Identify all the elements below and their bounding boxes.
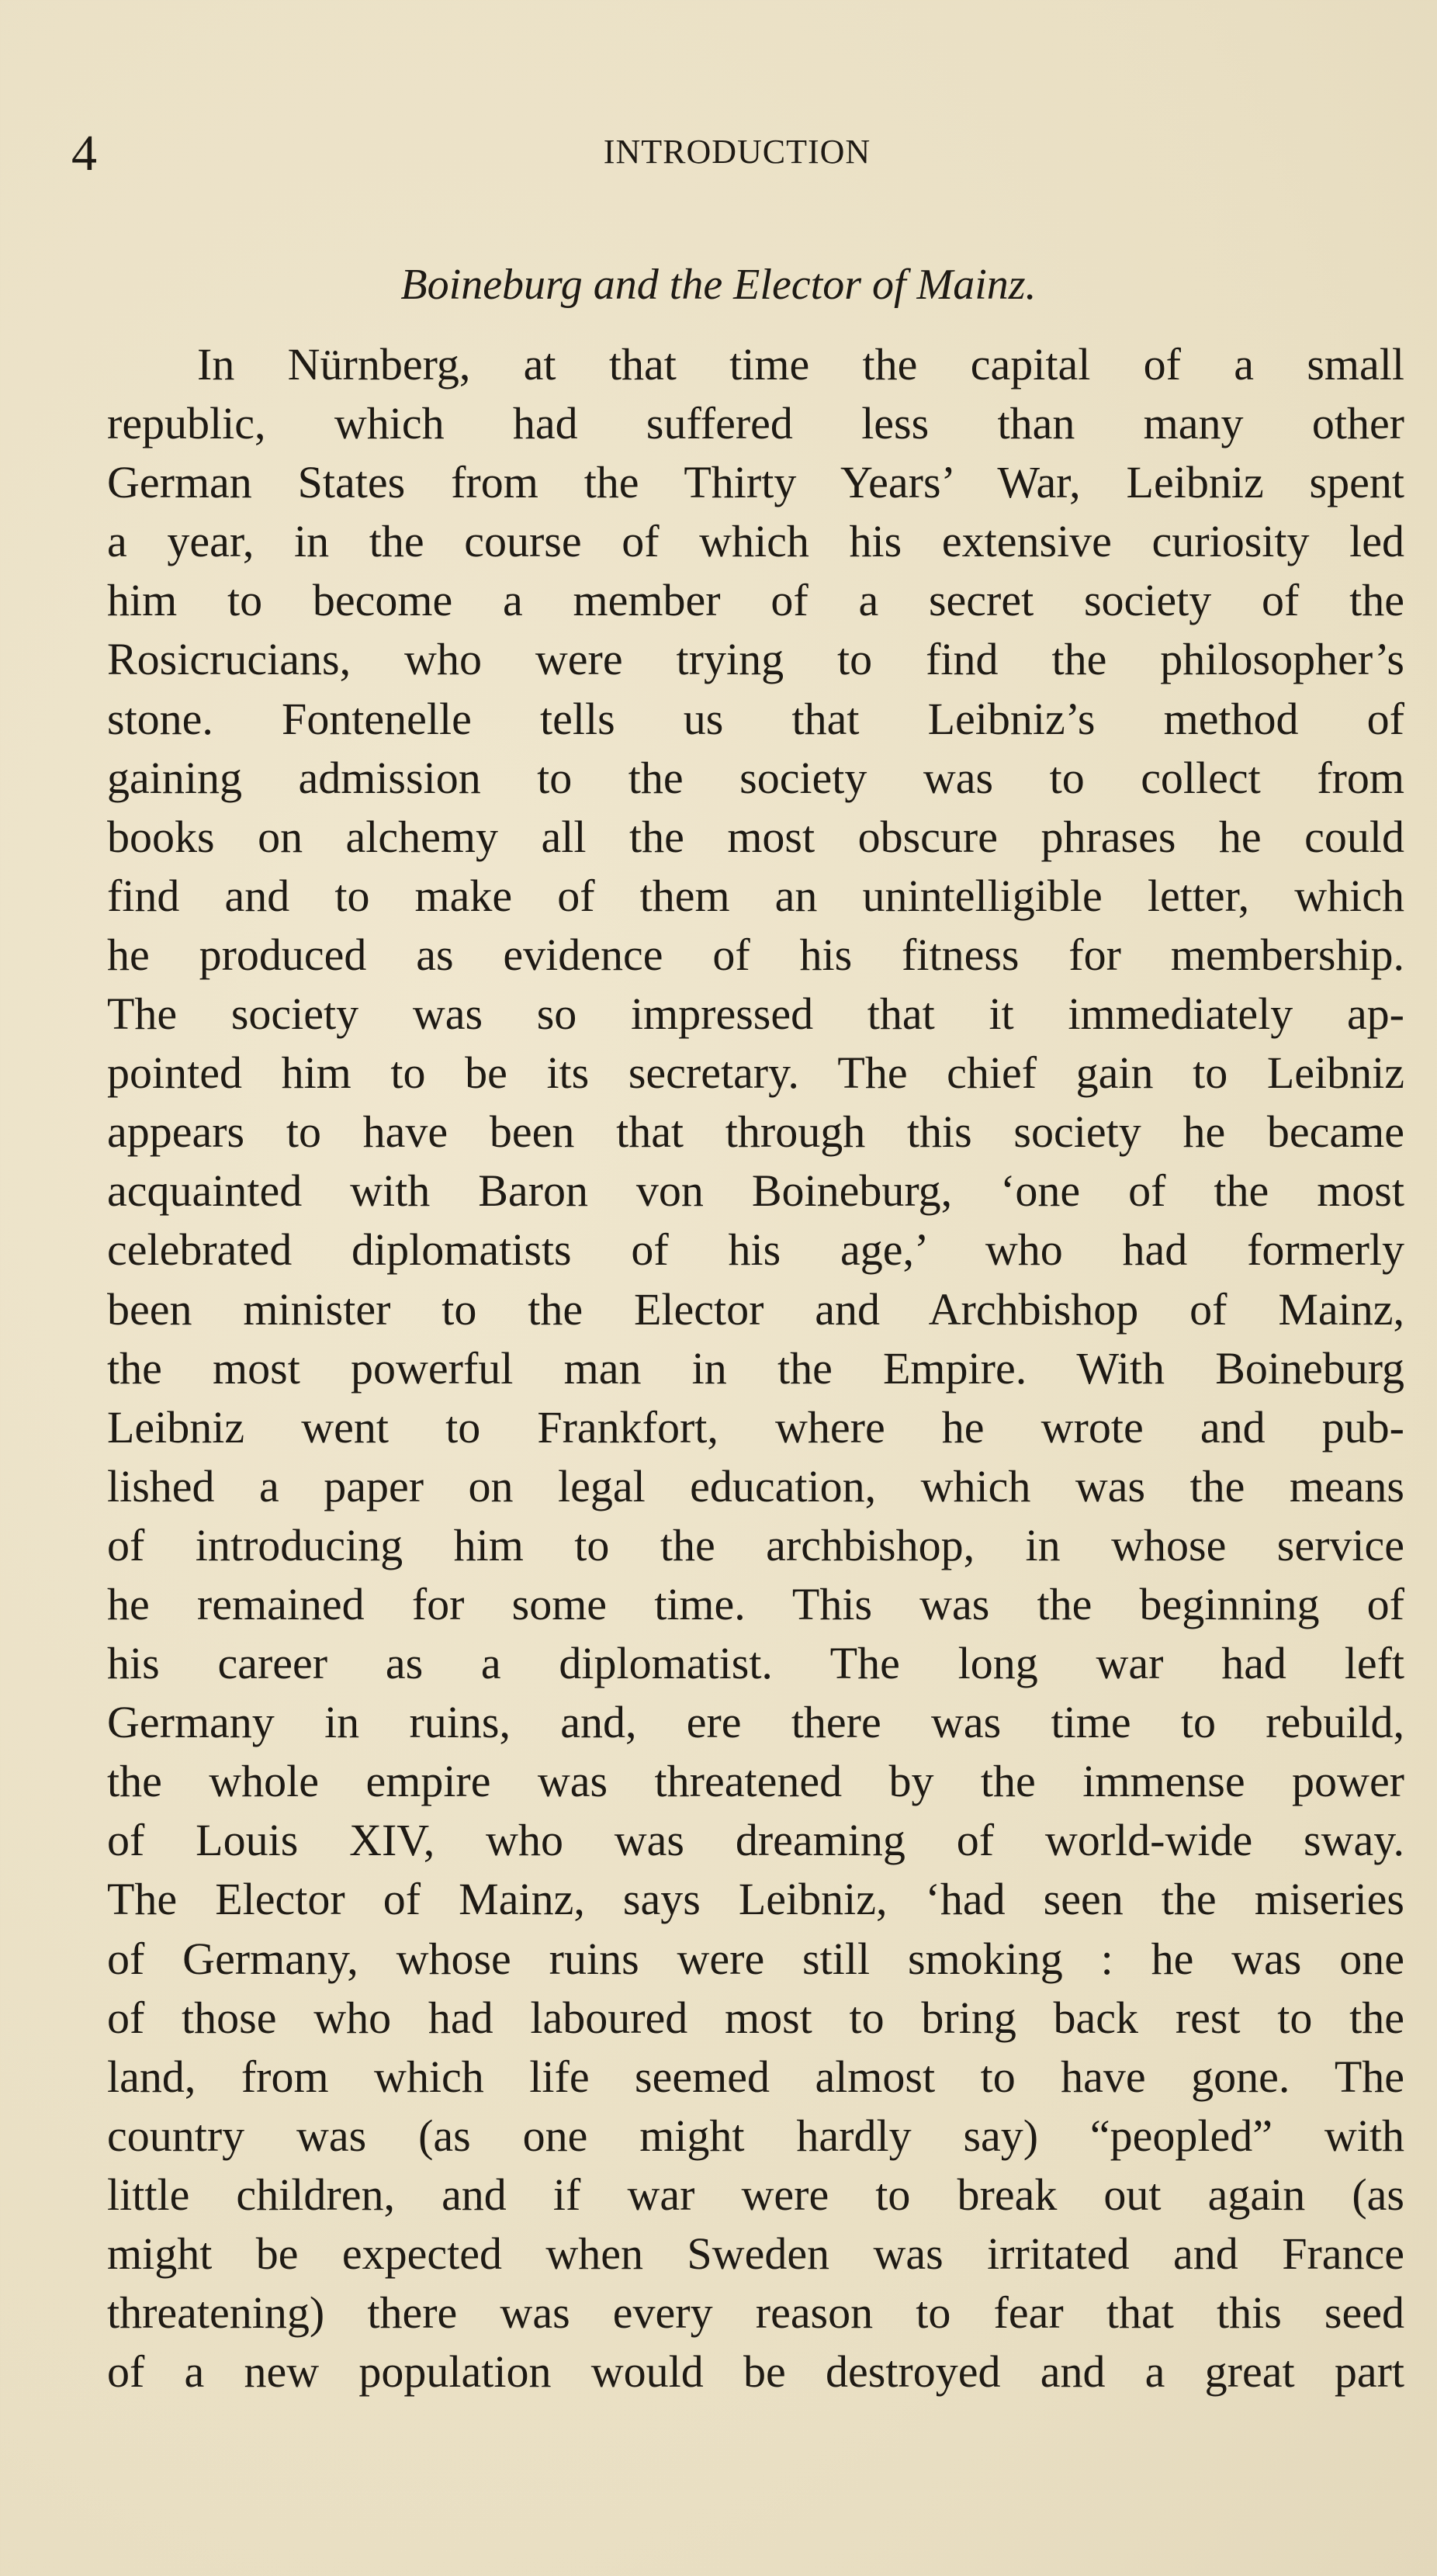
text-line: lished a paper on legal education, which was the means bbox=[107, 1460, 1404, 1511]
text-line: Leibniz went to Frankfort, where he wrote and pub- bbox=[107, 1401, 1404, 1452]
text-line: of Louis XIV, who was dreaming of world-wide sway. bbox=[107, 1815, 1404, 1866]
text-line: celebrated diplomatists of his age,’ who had formerly bbox=[107, 1224, 1404, 1276]
text-line: been minister to the Elector and Archbishop of Mainz, bbox=[107, 1283, 1404, 1335]
text-line: gaining admission to the society was to collect from bbox=[107, 752, 1404, 803]
section-title: Boineburg and the Elector of Mainz. bbox=[400, 261, 1037, 309]
running-head: INTRODUCTION bbox=[603, 133, 871, 171]
text-line: German States from the Thirty Years’ War, Leibniz spent bbox=[107, 457, 1404, 508]
text-line: pointed him to be its secretary. The chief gain to Leibniz bbox=[107, 1047, 1404, 1099]
text-line: In Nürnberg, at that time the capital of a small bbox=[197, 339, 1404, 390]
text-line: find and to make of them an unintelligible letter, which bbox=[107, 870, 1404, 921]
text-line: him to become a member of a secret society of the bbox=[107, 575, 1404, 626]
page-number: 4 bbox=[71, 125, 97, 182]
body-paragraph bbox=[107, 335, 1404, 2401]
text-line: of a new population would be destroyed and a great part bbox=[107, 2346, 1404, 2398]
text-line: The Elector of Mainz, says Leibniz, ‘had seen the miseries bbox=[107, 1874, 1404, 1925]
text-line: of introducing him to the archbishop, in whose service bbox=[107, 1519, 1404, 1570]
text-line: acquainted with Baron von Boineburg, ‘one of the most bbox=[107, 1165, 1404, 1217]
text-line: little children, and if war were to break out again (as bbox=[107, 2169, 1404, 2220]
text-line: Germany in ruins, and, ere there was time to rebuild, bbox=[107, 1697, 1404, 1748]
text-line: republic, which had suffered less than many other bbox=[107, 398, 1404, 449]
text-line: might be expected when Sweden was irritated and France bbox=[107, 2228, 1404, 2279]
text-line: of those who had laboured most to bring back rest to the bbox=[107, 1992, 1404, 2043]
text-line: of Germany, whose ruins were still smoking : he was one bbox=[107, 1933, 1404, 1984]
text-line: the whole empire was threatened by the immense power bbox=[107, 1756, 1404, 1807]
text-line: country was (as one might hardly say) “peopled” with bbox=[107, 2110, 1404, 2161]
text-line: a year, in the course of which his extensive curiosity led bbox=[107, 516, 1404, 567]
text-line: Rosicrucians, who were trying to find the philosopher’s bbox=[107, 634, 1404, 685]
text-line: his career as a diplomatist. The long war had left bbox=[107, 1638, 1404, 1689]
text-line: the most powerful man in the Empire. With Boineburg bbox=[107, 1342, 1404, 1394]
text-line: land, from which life seemed almost to have gone. The bbox=[107, 2051, 1404, 2102]
text-line: threatening) there was every reason to fear that this seed bbox=[107, 2287, 1404, 2339]
text-line: books on alchemy all the most obscure phrases he could bbox=[107, 811, 1404, 862]
text-line: The society was so impressed that it immediately ap- bbox=[107, 989, 1404, 1040]
text-line: stone. Fontenelle tells us that Leibniz’s method of bbox=[107, 693, 1404, 744]
text-line: he produced as evidence of his fitness for membership. bbox=[107, 929, 1404, 980]
text-line: he remained for some time. This was the beginning of bbox=[107, 1578, 1404, 1629]
text-line: appears to have been that through this society he became bbox=[107, 1106, 1404, 1158]
